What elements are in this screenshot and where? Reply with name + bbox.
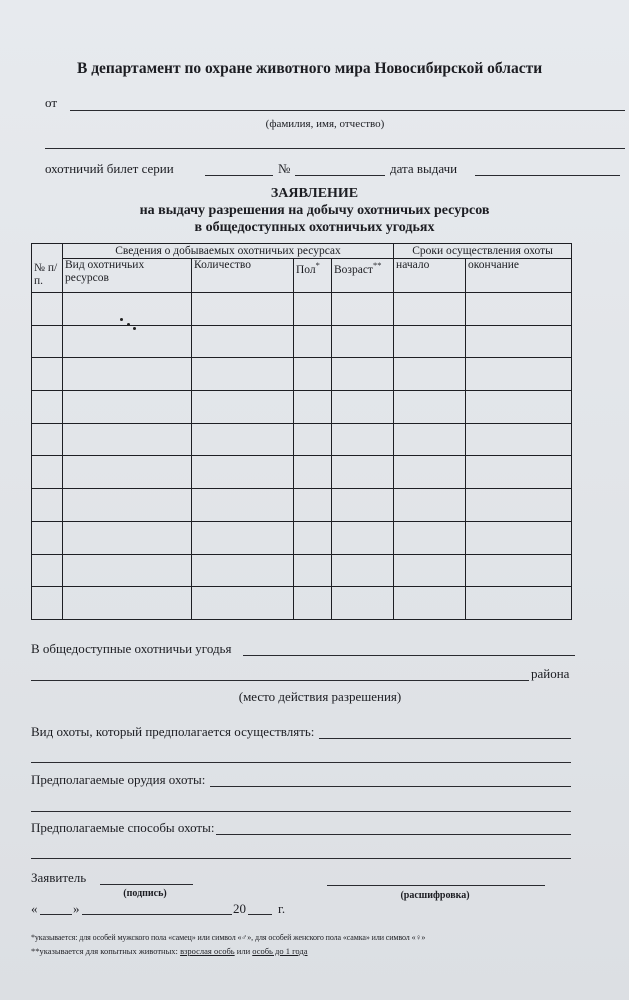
- table-cell[interactable]: [394, 325, 466, 358]
- table-cell[interactable]: [466, 587, 572, 620]
- grounds-label: В общедоступные охотничьи угодья: [31, 641, 232, 656]
- table-cell[interactable]: [394, 358, 466, 391]
- table-body: [32, 293, 572, 620]
- table-cell[interactable]: [394, 423, 466, 456]
- table-cell[interactable]: [332, 456, 394, 489]
- group-info-header: Сведения о добываемых охотничьих ресурсах: [63, 244, 394, 259]
- table-cell[interactable]: [294, 521, 332, 554]
- table-cell[interactable]: [63, 587, 192, 620]
- footnote-1: *указывается: для особей мужского пола «самец» или символ «♂», для особей женского пола «самка» или символ «♀»: [31, 933, 426, 942]
- footnote-2-young: особь до 1 года: [252, 946, 308, 956]
- table-row: [32, 293, 572, 326]
- table-cell[interactable]: [294, 456, 332, 489]
- table-row: [32, 489, 572, 522]
- signature-field[interactable]: [100, 884, 193, 885]
- table-row: [32, 423, 572, 456]
- document-subtitle: на выдачу разрешения на добычу охотничьих ресурсов: [139, 203, 490, 218]
- footnote-2: [31, 946, 308, 956]
- methods-field-2[interactable]: [31, 858, 571, 859]
- table-cell[interactable]: [192, 521, 294, 554]
- table-cell[interactable]: [394, 587, 466, 620]
- table-cell[interactable]: [32, 293, 63, 326]
- hunt-type-field[interactable]: [319, 738, 571, 739]
- issue-date-field[interactable]: [475, 175, 620, 176]
- table-cell[interactable]: [294, 391, 332, 424]
- table-cell[interactable]: [466, 489, 572, 522]
- table-cell[interactable]: [32, 521, 63, 554]
- table-row: [32, 391, 572, 424]
- table-cell[interactable]: [332, 489, 394, 522]
- district-label: района: [531, 666, 570, 681]
- table-cell[interactable]: [466, 293, 572, 326]
- table-cell[interactable]: [294, 423, 332, 456]
- table-cell[interactable]: [294, 293, 332, 326]
- table-cell[interactable]: [332, 587, 394, 620]
- ink-speck: [127, 323, 130, 326]
- footnote-2-prefix: **указывается для копытных животных:: [31, 946, 178, 956]
- table-cell[interactable]: [466, 423, 572, 456]
- table-cell[interactable]: [394, 521, 466, 554]
- table-cell[interactable]: [192, 456, 294, 489]
- table-cell[interactable]: [294, 358, 332, 391]
- footnote-2-or: или: [236, 946, 251, 956]
- from-label: от: [45, 95, 58, 110]
- table-cell[interactable]: [466, 456, 572, 489]
- table-cell[interactable]: [192, 489, 294, 522]
- table-cell[interactable]: [394, 391, 466, 424]
- table-cell[interactable]: [332, 554, 394, 587]
- table-cell[interactable]: [332, 325, 394, 358]
- table-cell[interactable]: [294, 325, 332, 358]
- table-cell[interactable]: [332, 521, 394, 554]
- hunt-type-field-2[interactable]: [31, 762, 571, 763]
- table-cell[interactable]: [63, 423, 192, 456]
- from-field-line[interactable]: [70, 110, 625, 111]
- table-cell[interactable]: [394, 293, 466, 326]
- table-cell[interactable]: [63, 325, 192, 358]
- table-cell[interactable]: [192, 325, 294, 358]
- table-cell[interactable]: [466, 554, 572, 587]
- grounds-field[interactable]: [243, 655, 575, 656]
- table-cell[interactable]: [466, 521, 572, 554]
- table-row: [32, 456, 572, 489]
- table-cell[interactable]: [63, 358, 192, 391]
- col-end-header: окончание: [466, 259, 572, 293]
- col-age-header: [332, 259, 394, 293]
- tools-field-2[interactable]: [31, 811, 571, 812]
- table-cell[interactable]: [466, 391, 572, 424]
- table-cell[interactable]: [332, 391, 394, 424]
- fio-field-line-2[interactable]: [45, 148, 625, 149]
- table-cell[interactable]: [394, 554, 466, 587]
- table-cell[interactable]: [63, 521, 192, 554]
- ticket-series-field[interactable]: [205, 175, 273, 176]
- table-cell[interactable]: [294, 554, 332, 587]
- date-open-quote: «: [31, 901, 38, 916]
- table-row: [32, 521, 572, 554]
- table-row: [32, 325, 572, 358]
- table-cell[interactable]: [192, 554, 294, 587]
- hunt-type-label: Вид охоты, который предполагается осуществлять:: [31, 724, 315, 739]
- col-age-label: Возраст: [334, 264, 373, 277]
- table-cell[interactable]: [466, 325, 572, 358]
- table-row: [32, 554, 572, 587]
- date-month-field[interactable]: [82, 914, 232, 915]
- table-cell[interactable]: [294, 587, 332, 620]
- table-cell[interactable]: [192, 587, 294, 620]
- ink-speck: [120, 318, 123, 321]
- addressee: В департамент по охране животного мира Новосибирской области: [77, 60, 543, 77]
- table-cell[interactable]: [32, 587, 63, 620]
- table-cell[interactable]: [192, 293, 294, 326]
- table-cell[interactable]: [192, 391, 294, 424]
- group-dates-header: Сроки осуществления охоты: [394, 244, 572, 259]
- methods-field[interactable]: [216, 834, 571, 835]
- table-cell[interactable]: [394, 489, 466, 522]
- table-cell[interactable]: [63, 489, 192, 522]
- ink-speck: [133, 327, 136, 330]
- table-cell[interactable]: [32, 391, 63, 424]
- date-day-field[interactable]: [40, 914, 72, 915]
- table-cell[interactable]: [32, 423, 63, 456]
- fio-caption: (фамилия, имя, отчество): [265, 118, 385, 130]
- applicant-label: Заявитель: [31, 870, 87, 885]
- ticket-number-field[interactable]: [295, 175, 385, 176]
- table-cell[interactable]: [32, 325, 63, 358]
- year-prefix: 20: [233, 901, 246, 916]
- table-cell[interactable]: [63, 293, 192, 326]
- table-cell[interactable]: [63, 391, 192, 424]
- table-cell[interactable]: [192, 358, 294, 391]
- tools-field[interactable]: [210, 786, 571, 787]
- ticket-series-label: охотничий билет серии: [45, 161, 174, 176]
- col-quantity-header: Количество: [192, 259, 294, 293]
- col-species-header: Вид охотничьих ресурсов: [63, 259, 192, 293]
- document-subtitle-2: в общедоступных охотничьих угодьях: [194, 220, 435, 235]
- place-caption: (место действия разрешения): [238, 689, 402, 704]
- table-row: [32, 587, 572, 620]
- table-cell[interactable]: [32, 554, 63, 587]
- table-cell[interactable]: [32, 358, 63, 391]
- table-cell[interactable]: [32, 456, 63, 489]
- table-row: [32, 358, 572, 391]
- date-close-quote: »: [73, 901, 80, 916]
- table-cell[interactable]: [32, 489, 63, 522]
- footnote-2-adult: взрослая особь: [180, 946, 235, 956]
- age-footnote-mark: **: [372, 260, 382, 271]
- col-start-header: начало: [394, 259, 466, 293]
- table-cell[interactable]: [332, 423, 394, 456]
- table-cell[interactable]: [294, 489, 332, 522]
- methods-label: Предполагаемые способы охоты:: [31, 820, 215, 835]
- col-sex-header: [294, 259, 332, 293]
- table-cell[interactable]: [394, 456, 466, 489]
- col-num-header: № п/п.: [32, 244, 63, 293]
- col-sex-label: Пол: [296, 264, 316, 277]
- date-year-field[interactable]: [248, 914, 272, 915]
- table-cell[interactable]: [63, 456, 192, 489]
- tools-label: Предполагаемые орудия охоты:: [31, 772, 206, 787]
- document-title: ЗАЯВЛЕНИЕ: [270, 186, 359, 201]
- table-cell[interactable]: [332, 358, 394, 391]
- table-cell[interactable]: [192, 423, 294, 456]
- issue-date-label: дата выдачи: [390, 161, 458, 176]
- table-cell[interactable]: [63, 554, 192, 587]
- decoding-caption: (расшифровка): [400, 890, 470, 901]
- signature-caption: (подпись): [123, 888, 167, 899]
- decoding-field[interactable]: [327, 885, 545, 886]
- table-cell[interactable]: [332, 293, 394, 326]
- number-label: №: [278, 161, 291, 176]
- year-suffix: г.: [278, 901, 286, 916]
- resources-table: [31, 243, 572, 620]
- district-field[interactable]: [31, 680, 529, 681]
- sex-footnote-mark: *: [315, 260, 320, 271]
- table-cell[interactable]: [466, 358, 572, 391]
